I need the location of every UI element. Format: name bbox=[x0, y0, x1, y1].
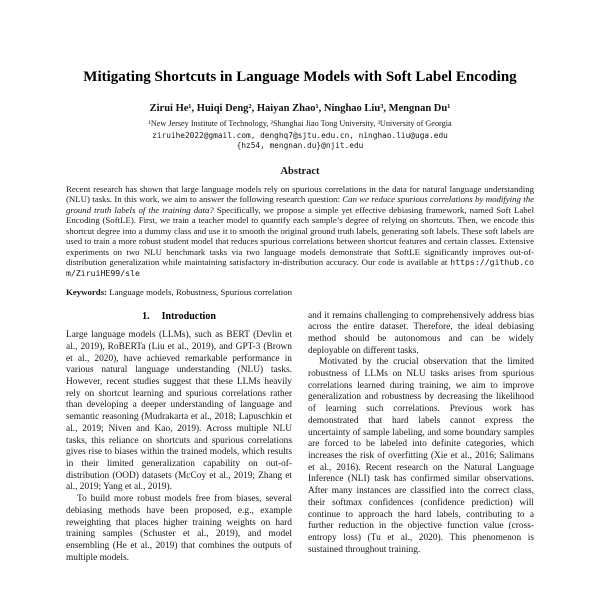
column-left bbox=[66, 311, 292, 565]
two-column-body bbox=[66, 311, 534, 565]
intro-paragraph-4: Motivated by the crucial observation that the limited robustness of LLMs on NLU tasks arises from spurious correlations learned during training, we aim to improve generalization and robustness by decreasing the likelihood of learning such correlations. Previous work has demonstrated that hard labels cannot express the uncertainty of sample labeling, and some boundary samples are forced to be labeled into definite categories, which increases the risk of overfitting (Xie et al., 2016; Salimans et al., 2016). Recent research on the Natural Language Inference (NLI) task has confirmed similar observations. After many instances are classified into the correct class, their softmax confidences (confidence prediction) will continue to approach the hard labels, contributing to a further reduction in the objective function value (cross-entropy loss) (Tu et al., 2020). This phenomenon is sustained throughout training. bbox=[308, 357, 534, 555]
email-line-2: {hz54, mengnan.du}@njit.edu bbox=[236, 141, 364, 151]
column-right bbox=[308, 311, 534, 565]
email-line-1: ziruihe2022@gmail.com, denghq7@sjtu.edu.cn, ninghao.liu@uga.edu bbox=[152, 131, 448, 140]
abstract-part-2: Specifically, we propose a simple yet effective debiasing framework, named Soft Label Encoding (SoftLE). First, we train a teacher model to quantify each sample’s degree of relying on shortcuts. Then, we encode this shortcut degree into a dummy class and use it to smooth the original ground truth labels, generating soft labels. These soft labels are used to train a more robust student model that reduces spurious correlations between shortcut features and certain classes. Extensive experiments on two NLU benchmark tasks via two language models demonstrate that SoftLE significantly improves out-of-distribution generalization while maintaining satisfactory in-distribution accuracy. Our code is available at bbox=[66, 204, 535, 268]
section-title: Introduction bbox=[161, 310, 216, 322]
code-url-link[interactable]: https://github.com/ZiruiHE99/sle bbox=[66, 257, 535, 278]
abstract-research-question: Can we reduce spurious correlations by modifying the ground truth labels of the training data? bbox=[66, 194, 534, 215]
abstract-part-1: Recent research has shown that large language models rely on spurious correlations in the data for natural language understanding (NLU) tasks. In this work, we aim to answer the following research question: bbox=[66, 183, 534, 205]
intro-paragraph-1: Large language models (LLMs), such as BERT (Devlin et al., 2019), RoBERTa (Liu et al., 2019), and GPT-3 (Brown et al., 2020), have achieved remarkable performance in various natural language understanding (NLU) tasks. However, recent studies suggest that these LLMs heavily rely on shortcut learning and spurious correlations rather than developing a deeper understanding of language and semantic reasoning (Mudrakarta et al., 2018; Lapuschkin et al., 2019; Niven and Kao, 2019). Across multiple NLU tasks, this reliance on shortcuts and spurious correlations gives rise to biases within the trained models, which results in their limited generalization capability on out-of-distribution (OOD) datasets (McCoy et al., 2019; Zhang et al., 2019; Yang et al., 2019). bbox=[66, 330, 292, 493]
abstract-heading: Abstract bbox=[280, 165, 320, 177]
section-1-heading bbox=[66, 311, 292, 323]
intro-paragraph-2: To build more robust models free from biases, several debiasing methods have been proposed, e.g., example reweighting that places higher training weights on hard training samples (Schuster et al., 2019), and model ensembling (He et al., 2019) that combines the outputs of multiple models. bbox=[66, 494, 292, 563]
keywords-list: Language models, Robustness, Spurious correlation bbox=[109, 287, 293, 298]
section-number: 1. bbox=[142, 310, 150, 322]
paper-title: Mitigating Shortcuts in Language Models with Soft Label Encoding bbox=[83, 69, 517, 85]
intro-paragraph-3: and it remains challenging to comprehensively address bias across the entire dataset. Therefore, the ideal debiasing method should be autonomous and can be widely deployable on different tasks. bbox=[308, 310, 534, 356]
keywords-line bbox=[66, 287, 534, 298]
affiliations-line: ¹New Jersey Institute of Technology, ²Shanghai Jiao Tong University, ³University of Georgia bbox=[148, 119, 452, 128]
keywords-label: Keywords: bbox=[66, 287, 108, 298]
abstract-text bbox=[66, 184, 534, 279]
authors-line: Zirui He¹, Huiqi Deng², Haiyan Zhao¹, Ninghao Liu³, Mengnan Du¹ bbox=[149, 103, 451, 114]
